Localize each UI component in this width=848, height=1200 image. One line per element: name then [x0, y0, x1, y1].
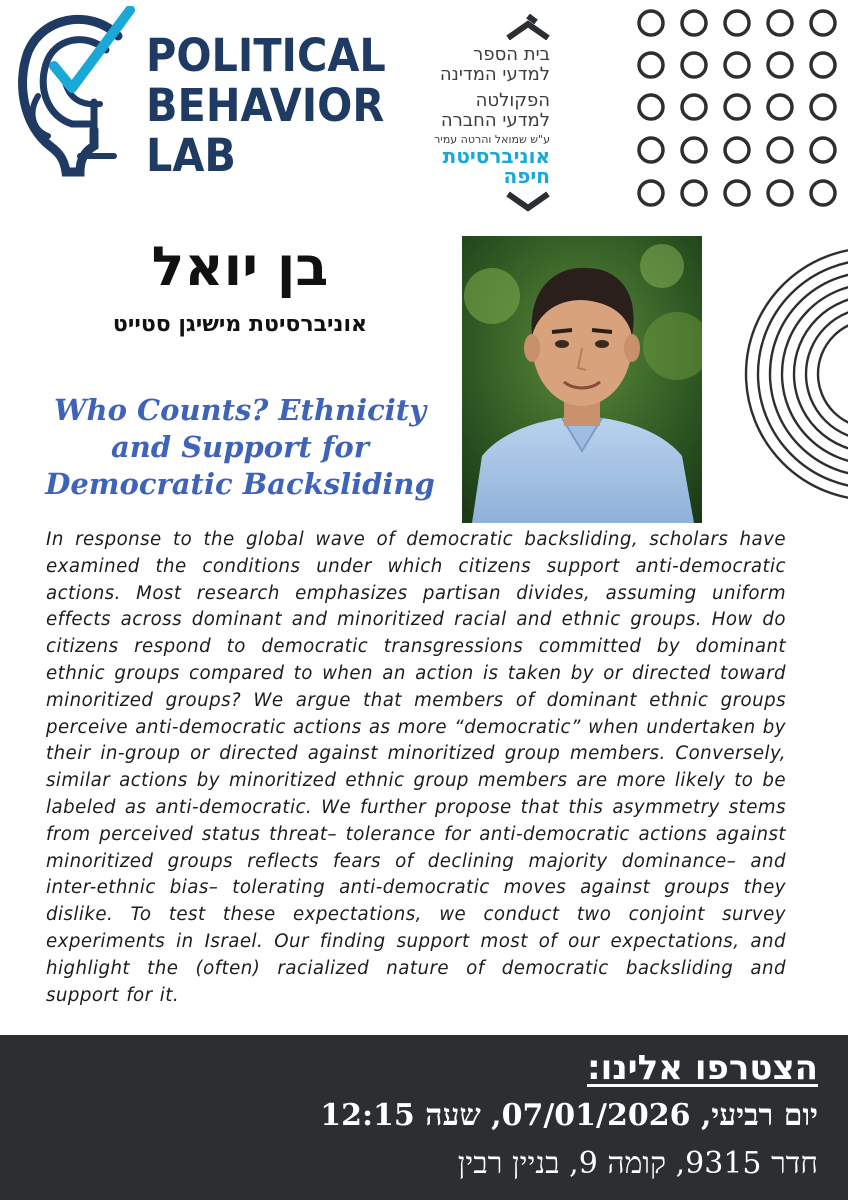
event-date-time: יום רביעי, 07/01/2026, שעה 12:15: [320, 1098, 818, 1133]
event-location: חדר 9315, קומה 9, בניין רבין: [457, 1146, 818, 1181]
donor-line: ע"ש שמואל והרטה עמיר: [434, 133, 550, 146]
university-name-line2: חיפה: [503, 164, 550, 188]
talk-title: Who Counts? Ethnicity and Support for Democratic Backsliding: [45, 393, 435, 501]
chevron-up-icon: [506, 14, 550, 40]
decorative-concentric-arcs: [742, 244, 848, 504]
lab-name-line1: POLITICAL: [146, 29, 386, 82]
chevron-down-icon: [506, 190, 550, 214]
speaker-photo: [462, 236, 702, 523]
school-line2: למדעי המדינה: [439, 64, 550, 85]
faculty-line1: הפקולטה: [475, 90, 550, 111]
faculty-line2: למדעי החברה: [440, 110, 550, 131]
university-name-line1: אוניברסיטת: [442, 144, 550, 168]
talk-abstract: In response to the global wave of democratic backsliding, scholars have examined the conditions under which citizens support anti-democratic actions. Most research emphasizes partisan divides, assuming uniform effects across dominant and minoritized racial and ethnic groups. How do citizens respond to democratic transgressions committed by dominant ethnic groups compared to when an action is taken by or directed toward minoritized groups? We argue that members of dominant ethnic groups perceive anti-democratic actions as more “democratic” when undertaken by their in-group or directed against minoritized group members. Conversely, similar actions by minoritized ethnic group members are more likely to be labeled as anti-democratic. We further propose that this asymmetry stems from perceived status threat– tolerance for anti-democratic actions against minoritized groups reflects fears of declining majority dominance– and inter-ethnic bias– tolerating anti-democratic moves against groups they dislike. To test these expectations, we conduct two conjoint survey experiments in Israel. Our finding support most of our expectations, and highlight the (often) racialized nature of democratic backsliding and support for it.: [46, 529, 786, 1006]
speaker-affiliation: אוניברסיטת מישיגן סטייט: [112, 312, 368, 337]
school-line1: בית הספר: [473, 44, 550, 65]
join-heading: הצטרפו אלינו:: [587, 1048, 818, 1088]
lab-logo-mark: [14, 6, 138, 182]
speaker-name: בן יואל: [151, 235, 329, 298]
university-block: [380, 6, 550, 210]
decorative-circle-grid: [634, 6, 840, 210]
lab-name-line3: LAB: [146, 129, 236, 182]
lab-name-line2: BEHAVIOR: [146, 79, 385, 132]
